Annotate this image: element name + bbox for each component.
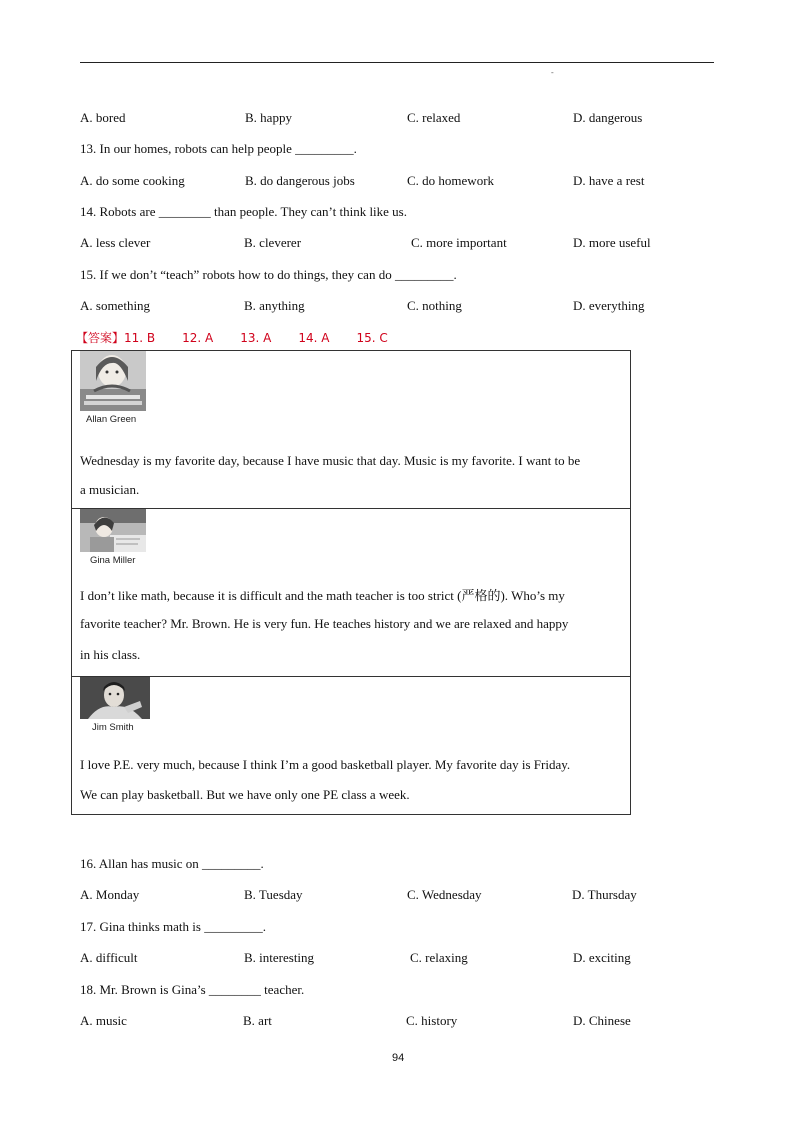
q17-stem: 17. Gina thinks math is _________. [80, 919, 266, 934]
passage-box-allan [71, 350, 631, 509]
q14-option-b: B. cleverer [244, 235, 302, 250]
passage-box-jim [71, 677, 631, 815]
q13-option-c: C. do homework [407, 173, 495, 188]
q14-option-a: A. less clever [80, 235, 151, 250]
q17-option-c: C. relaxing [410, 950, 468, 965]
answer-item: 11. B [124, 331, 156, 345]
gina-name: Gina Miller [90, 555, 136, 566]
q16-stem: 16. Allan has music on _________. [80, 856, 264, 871]
allan-name: Allan Green [86, 414, 137, 425]
header-mark: - [551, 68, 554, 77]
q16-option-b: B. Tuesday [244, 887, 303, 902]
allan-line: Wednesday is my favorite day, because I have music that day. Music is my favorite. I want to be [80, 453, 581, 468]
allan-photo [80, 351, 146, 411]
q13-option-d: D. have a rest [573, 173, 645, 188]
q13-option-a: A. do some cooking [80, 173, 185, 188]
q16-option-c: C. Wednesday [407, 887, 482, 902]
header-rule [80, 62, 714, 63]
q18-stem: 18. Mr. Brown is Gina’s ________ teacher. [80, 982, 305, 997]
q17-option-b: B. interesting [244, 950, 315, 965]
jim-photo [80, 677, 150, 719]
q15-option-c: C. nothing [407, 298, 462, 313]
jim-line: We can play basketball. But we have only one PE class a week. [80, 787, 410, 802]
q18-option-d: D. Chinese [573, 1013, 631, 1028]
jim-line: I love P.E. very much, because I think I’m a good basketball player. My favorite day is Friday. [80, 757, 571, 772]
q15-option-a: A. something [80, 298, 151, 313]
q13-stem: 13. In our homes, robots can help people _________. [80, 141, 357, 156]
answer-key [76, 329, 415, 346]
q15-stem: 15. If we don’t “teach” robots how to do things, they can do _________. [80, 267, 457, 282]
answer-item: 13. A [240, 331, 272, 345]
allan-line: a musician. [80, 482, 140, 497]
page-number: 94 [392, 1052, 405, 1064]
q18-option-a: A. music [80, 1013, 127, 1028]
answer-item: 12. A [182, 331, 214, 345]
gina-photo [80, 509, 146, 552]
answer-item: 14. A [298, 331, 330, 345]
q16-option-d: D. Thursday [572, 887, 637, 902]
q12-option-a: A. bored [80, 110, 126, 125]
q15-option-b: B. anything [244, 298, 305, 313]
q12-option-c: C. relaxed [407, 110, 461, 125]
gina-line: I don’t like math, because it is difficult and the math teacher is too strict (严格的). Who’s my [80, 588, 565, 603]
answer-item: 15. C [356, 331, 388, 345]
q12-option-d: D. dangerous [573, 110, 643, 125]
q17-option-a: A. difficult [80, 950, 138, 965]
gina-line: favorite teacher? Mr. Brown. He is very fun. He teaches history and we are relaxed and happy [80, 616, 569, 631]
q15-option-d: D. everything [573, 298, 645, 313]
q17-option-d: D. exciting [573, 950, 631, 965]
passage-box-gina [71, 509, 631, 677]
q12-option-b: B. happy [245, 110, 292, 125]
q18-option-c: C. history [406, 1013, 458, 1028]
gina-line: in his class. [80, 647, 141, 662]
q18-option-b: B. art [243, 1013, 272, 1028]
q14-stem: 14. Robots are ________ than people. They can’t think like us. [80, 204, 407, 219]
q13-option-b: B. do dangerous jobs [245, 173, 355, 188]
answer-key-prefix: 【答案】 [76, 331, 125, 345]
q16-option-a: A. Monday [80, 887, 140, 902]
q14-option-d: D. more useful [573, 235, 651, 250]
jim-name: Jim Smith [92, 722, 134, 733]
q14-option-c: C. more important [411, 235, 507, 250]
